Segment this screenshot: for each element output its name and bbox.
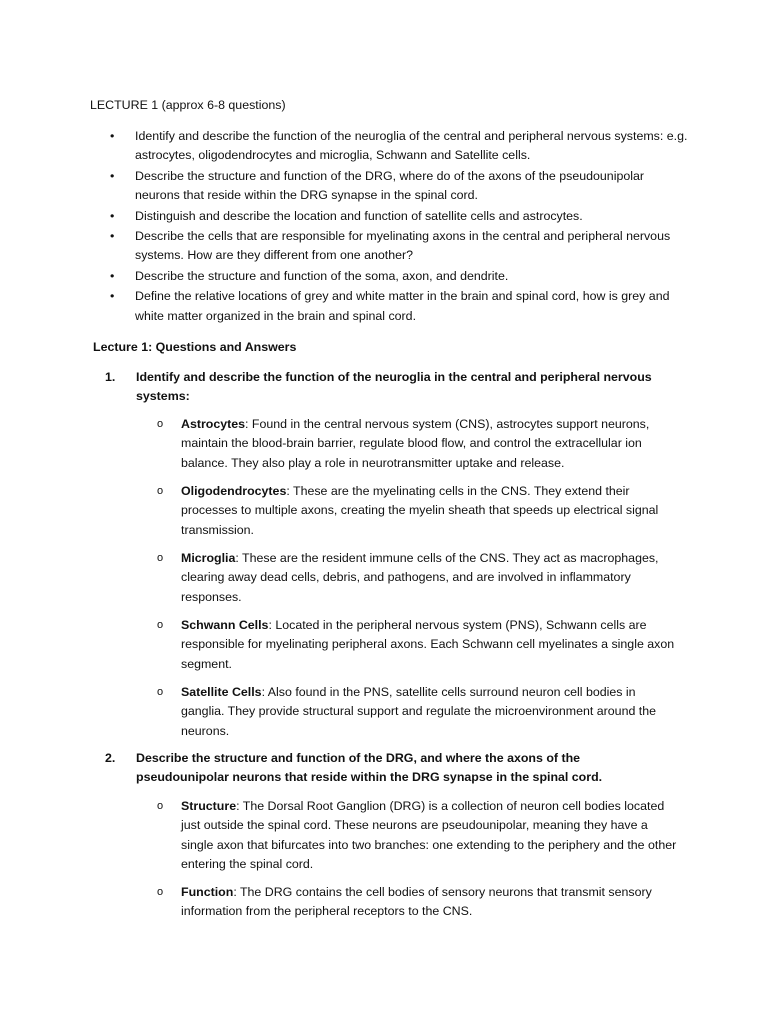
objective-item	[90, 207, 690, 226]
question-1	[105, 368, 675, 407]
circle-bullet-icon: o	[157, 418, 164, 430]
answer-item	[157, 482, 677, 540]
bullet-icon: •	[110, 129, 115, 143]
answer-text: : These are the myelinating cells in the CNS. They extend their processes to multiple axons, creating the myelin sheath that speeds up electrical signal transmission.	[181, 484, 659, 537]
circle-bullet-icon: o	[157, 800, 164, 812]
question-number: 2.	[105, 751, 116, 765]
answer-term: Microglia	[181, 551, 236, 565]
answer-item	[157, 683, 677, 741]
answer-term: Structure	[181, 799, 237, 813]
circle-bullet-icon: o	[157, 485, 164, 497]
objective-item	[90, 167, 690, 206]
objective-item	[90, 127, 690, 166]
answer-text: : Located in the peripheral nervous system (PNS), Schwann cells are responsible for myelinating peripheral axons. Each Schwann cell myelinates a single axon segment.	[181, 618, 675, 671]
question-text: Describe the structure and function of the DRG, and where the axons of the pseudounipolar neurons that reside within the DRG synapse in the spinal cord.	[136, 751, 603, 785]
circle-bullet-icon: o	[157, 686, 164, 698]
answer-term: Function	[181, 885, 234, 899]
answer-item	[157, 797, 677, 875]
answer-text: : The DRG contains the cell bodies of sensory neurons that transmit sensory information from the peripheral receptors to the CNS.	[181, 885, 652, 919]
bullet-icon: •	[110, 289, 115, 304]
objective-text: Identify and describe the function of the neuroglia of the central and peripheral nervous systems: e.g. astrocytes, oligodendrocytes and microglia, Schwann and Satellite cells.	[135, 129, 688, 163]
answer-term: Satellite Cells	[181, 685, 262, 699]
objective-text: Distinguish and describe the location and function of satellite cells and astrocytes.	[135, 208, 583, 223]
question-2	[105, 749, 675, 788]
bullet-icon: •	[110, 168, 115, 183]
answer-text: : The Dorsal Root Ganglion (DRG) is a collection of neuron cell bodies located just outside the spinal cord. These neurons are pseudounipolar, meaning they have a single axon that bifurcates into two branches: one extending to the periphery and the other entering the spinal cord.	[181, 799, 677, 872]
question-number: 1.	[105, 370, 116, 384]
lecture-heading: LECTURE 1 (approx 6-8 questions)	[90, 98, 286, 112]
objective-text: Define the relative locations of grey and white matter in the brain and spinal cord, how is grey and white matter organized in the brain and spinal cord.	[135, 289, 670, 323]
objective-item	[90, 267, 690, 286]
bullet-icon: •	[110, 268, 115, 283]
answer-item	[157, 549, 677, 607]
answer-item	[157, 883, 677, 922]
qa-heading: Lecture 1: Questions and Answers	[93, 340, 297, 354]
objective-text: Describe the cells that are responsible for myelinating axons in the central and peripheral nervous systems. How are they different from one another?	[135, 229, 671, 263]
bullet-icon: •	[110, 229, 115, 244]
objectives-list	[90, 127, 690, 327]
circle-bullet-icon: o	[157, 619, 164, 631]
answer-text: : Found in the central nervous system (CNS), astrocytes support neurons, maintain the blood-brain barrier, regulate blood flow, and control the extracellular ion balance. They also play a role in neurotransmitter uptake and release.	[181, 417, 650, 470]
answer-text: : These are the resident immune cells of the CNS. They act as macrophages, clearing away dead cells, debris, and pathogens, and are involved in inflammatory responses.	[181, 551, 659, 604]
answer-text: : Also found in the PNS, satellite cells surround neuron cell bodies in ganglia. They provide structural support and regulate the microenvironment around the neurons.	[181, 685, 657, 738]
bullet-icon: •	[110, 208, 115, 223]
objective-item	[90, 287, 690, 326]
answer-item	[157, 616, 677, 674]
circle-bullet-icon: o	[157, 552, 164, 564]
answer-term: Oligodendrocytes	[181, 484, 287, 498]
answer-term: Schwann Cells	[181, 618, 269, 632]
answer-term: Astrocytes	[181, 417, 246, 431]
circle-bullet-icon: o	[157, 886, 164, 898]
question-text: Identify and describe the function of the neuroglia in the central and peripheral nervous systems:	[136, 370, 652, 404]
objective-item	[90, 227, 690, 266]
answer-item	[157, 415, 677, 473]
objective-text: Describe the structure and function of the soma, axon, and dendrite.	[135, 268, 509, 283]
objective-text: Describe the structure and function of the DRG, where do of the axons of the pseudounipolar neurons that reside within the DRG synapse in the spinal cord.	[135, 168, 645, 203]
